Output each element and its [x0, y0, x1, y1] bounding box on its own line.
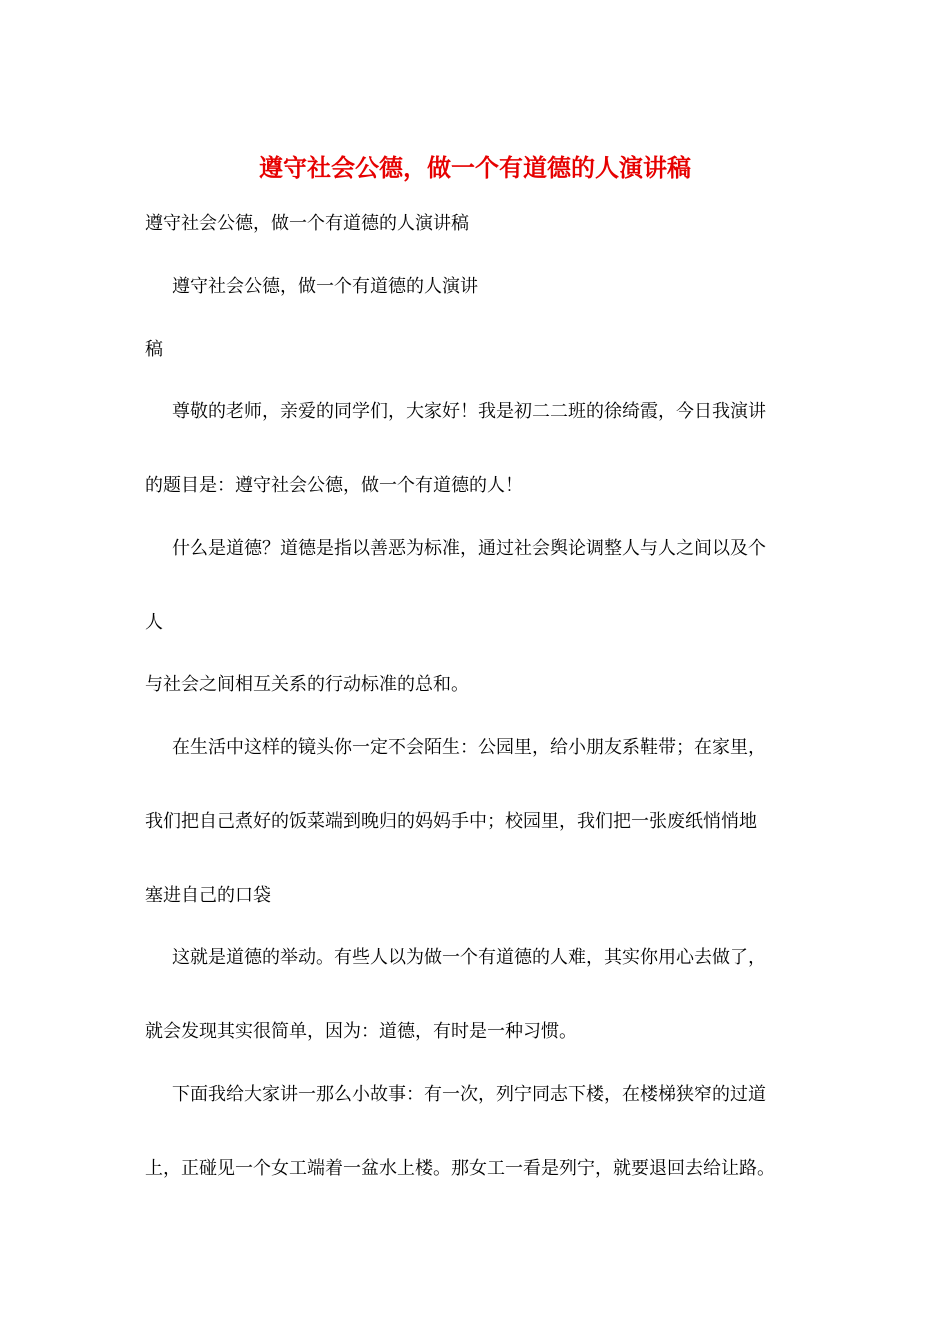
paragraph-line: 就会发现其实很简单，因为：道德，有时是一种习惯。	[145, 1021, 577, 1042]
paragraph-line: 下面我给大家讲一那么小故事：有一次，列宁同志下楼，在楼梯狭窄的过道	[172, 1084, 766, 1105]
paragraph-line: 什么是道德？道德是指以善恶为标准，通过社会舆论调整人与人之间以及个	[172, 538, 766, 559]
paragraph-line: 遵守社会公德，做一个有道德的人演讲	[172, 276, 478, 297]
paragraph-line: 与社会之间相互关系的行动标准的总和。	[145, 674, 469, 695]
paragraph-line: 的题目是：遵守社会公德，做一个有道德的人！	[145, 475, 523, 496]
paragraph-line: 塞进自己的口袋	[145, 885, 271, 906]
paragraph-line: 稿	[145, 339, 163, 360]
paragraph-line: 尊敬的老师，亲爱的同学们，大家好！我是初二二班的徐绮霞，今日我演讲	[172, 401, 766, 422]
paragraph-line: 在生活中这样的镜头你一定不会陌生：公园里，给小朋友系鞋带；在家里，	[172, 737, 766, 758]
paragraph-line: 这就是道德的举动。有些人以为做一个有道德的人难，其实你用心去做了，	[172, 947, 766, 968]
document-title: 遵守社会公德，做一个有道德的人演讲稿	[259, 153, 691, 182]
paragraph-line: 我们把自己煮好的饭菜端到晚归的妈妈手中；校园里，我们把一张废纸悄悄地	[145, 811, 757, 832]
subtitle-line: 遵守社会公德，做一个有道德的人演讲稿	[145, 213, 469, 234]
paragraph-line: 人	[145, 612, 163, 633]
paragraph-line: 上，正碰见一个女工端着一盆水上楼。那女工一看是列宁，就要退回去给让路。	[145, 1158, 775, 1179]
